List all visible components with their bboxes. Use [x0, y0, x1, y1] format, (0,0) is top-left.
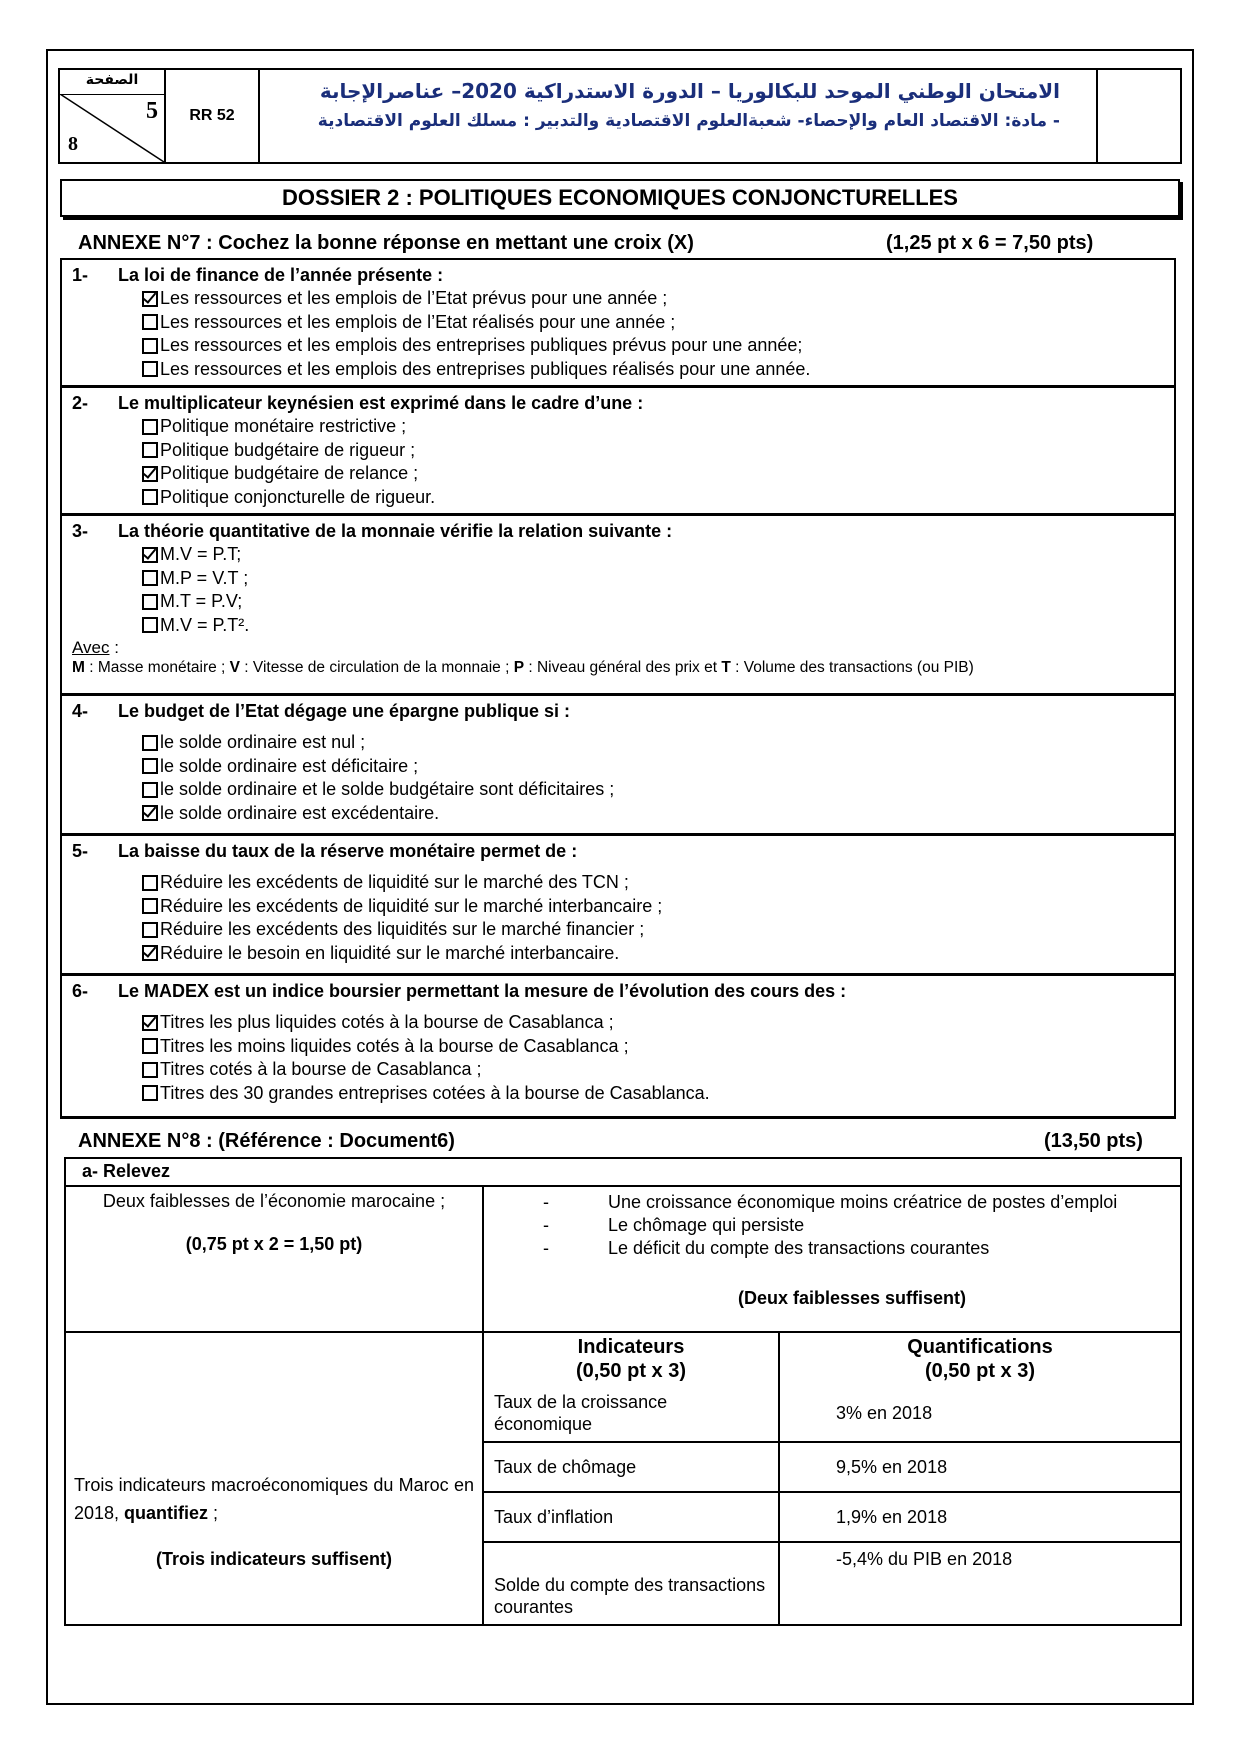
- option-label: Réduire les excédents des liquidités sur le marché financier ;: [160, 919, 645, 939]
- option-label: Réduire les excédents de liquidité sur le marché des TCN ;: [160, 872, 629, 892]
- question-heading: [72, 519, 1164, 543]
- col-indicators-header: Indicateurs (0,50 pt x 3): [484, 1333, 779, 1385]
- question-heading: [72, 979, 1164, 1003]
- quantification-cell: -5,4% du PIB en 2018: [836, 1549, 1013, 1569]
- quantification-cell: 3% en 2018: [779, 1385, 1180, 1442]
- checkbox-icon[interactable]: [142, 1085, 158, 1101]
- checkbox-icon[interactable]: [142, 361, 158, 377]
- checked-checkbox-icon[interactable]: [142, 291, 158, 307]
- weakness-item: - Le chômage qui persiste: [543, 1215, 805, 1235]
- checkbox-icon[interactable]: [142, 314, 158, 330]
- question-number: 6-: [72, 981, 89, 1001]
- question-text: Le multiplicateur keynésien est exprimé dans le cadre d’une :: [118, 393, 644, 413]
- option-label: M.V = P.T².: [160, 614, 250, 635]
- section-a-label: a- Relevez: [65, 1158, 1181, 1186]
- option-item[interactable]: [142, 942, 1164, 966]
- checkbox-icon[interactable]: [142, 735, 158, 751]
- checkbox-icon[interactable]: [142, 338, 158, 354]
- question-heading: [72, 263, 1164, 287]
- question-heading: [72, 699, 1164, 723]
- option-label: Titres les plus liquides cotés à la bourse de Casablanca ;: [160, 1012, 614, 1032]
- option-label: Les ressources et les emplois de l’Etat prévus pour une année ;: [160, 288, 668, 308]
- table-row: [484, 1542, 1180, 1624]
- checkbox-icon[interactable]: [142, 922, 158, 938]
- exam-header: [58, 68, 1182, 164]
- option-item[interactable]: [142, 543, 1164, 567]
- question-number: 2-: [72, 393, 89, 413]
- table-row: [484, 1442, 1180, 1492]
- weaknesses-answers: [483, 1186, 1181, 1332]
- avec-label: Avec :: [72, 638, 119, 657]
- option-label: M.V = P.T;: [160, 544, 242, 564]
- option-item[interactable]: [142, 358, 1164, 382]
- option-item[interactable]: [142, 731, 1164, 755]
- indicators-label-cell: [65, 1332, 483, 1625]
- option-item[interactable]: [142, 439, 1164, 463]
- question-number: 1-: [72, 265, 89, 285]
- weaknesses-list: [543, 1191, 1180, 1260]
- checked-checkbox-icon[interactable]: [142, 466, 158, 482]
- checkbox-icon[interactable]: [142, 419, 158, 435]
- weaknesses-note: (Deux faiblesses suffisent): [737, 1288, 967, 1308]
- blank-cell: [1098, 70, 1180, 162]
- question-block: [62, 516, 1174, 696]
- option-label: Titres des 30 grandes entreprises cotées à la bourse de Casablanca.: [160, 1082, 710, 1103]
- question-block: [62, 696, 1174, 836]
- option-label: Les ressources et les emplois des entreprises publiques réalisés pour une année.: [160, 358, 811, 379]
- question-text: Le MADEX est un indice boursier permettant la mesure de l’évolution des cours des :: [118, 981, 847, 1001]
- quantification-cell: 1,9% en 2018: [779, 1492, 1180, 1542]
- question-text: Le budget de l’Etat dégage une épargne publique si :: [118, 701, 571, 721]
- question-block: [62, 388, 1174, 516]
- checkbox-icon[interactable]: [142, 782, 158, 798]
- indicators-note: (Trois indicateurs suffisent): [155, 1549, 393, 1569]
- indicators-label: Trois indicateurs macroéconomiques du Maroc en 2018, quantifiez ;: [74, 1475, 474, 1523]
- question-block: [62, 260, 1174, 388]
- indicator-cell: Taux de la croissance économique: [484, 1385, 779, 1442]
- option-item[interactable]: [142, 1082, 1164, 1106]
- checked-checkbox-icon[interactable]: [142, 805, 158, 821]
- question-number: 4-: [72, 701, 89, 721]
- weakness-item: - Une croissance économique moins créatrice de postes d’emploi: [543, 1192, 1118, 1212]
- option-item[interactable]: [142, 871, 1164, 895]
- option-item[interactable]: [142, 415, 1164, 439]
- indicators-table: [484, 1333, 1180, 1624]
- annexe7-points: (1,25 pt x 6 = 7,50 pts): [886, 232, 1094, 254]
- variables-legend: M : Masse monétaire ; V : Vitesse de circulation de la monnaie ; P : Niveau général des prix et T : Volume des transactions (ou PIB): [72, 659, 974, 676]
- indicator-cell: Taux de chômage: [484, 1442, 779, 1492]
- option-label: Politique budgétaire de rigueur ;: [160, 439, 416, 460]
- checkbox-icon[interactable]: [142, 489, 158, 505]
- options-list: [72, 543, 1164, 637]
- option-label: Titres cotés à la bourse de Casablanca ;: [160, 1059, 482, 1079]
- exam-code: RR 52: [166, 70, 260, 162]
- question-text: La théorie quantitative de la monnaie vérifie la relation suivante :: [118, 521, 673, 541]
- option-item[interactable]: [142, 614, 1164, 638]
- exam-title-line1: الامتحان الوطني الموحد للبكالوريا – الدورة الاستدراكية 2020– عناصرالإجابة: [319, 79, 1060, 103]
- option-label: M.T = P.V;: [160, 591, 243, 611]
- indicators-table-cell: [483, 1332, 1181, 1625]
- checkbox-icon[interactable]: [142, 758, 158, 774]
- options-list: [72, 1011, 1164, 1105]
- option-item[interactable]: [142, 802, 1164, 826]
- checked-checkbox-icon[interactable]: [142, 945, 158, 961]
- checkbox-icon[interactable]: [142, 570, 158, 586]
- checkbox-icon[interactable]: [142, 617, 158, 633]
- checked-checkbox-icon[interactable]: [142, 547, 158, 563]
- page-total: 8: [68, 133, 78, 155]
- weaknesses-points: (0,75 pt x 2 = 1,50 pt): [185, 1234, 363, 1254]
- page-number-box: [60, 70, 166, 162]
- option-item[interactable]: [142, 755, 1164, 779]
- option-label: Les ressources et les emplois des entreprises publiques prévus pour une année;: [160, 335, 803, 355]
- option-label: Politique conjoncturelle de rigueur.: [160, 486, 436, 507]
- option-label: le solde ordinaire est nul ;: [160, 732, 366, 752]
- option-label: Politique budgétaire de relance ;: [160, 463, 419, 483]
- page-current: 5: [146, 98, 158, 124]
- option-item[interactable]: [142, 778, 1164, 802]
- checkbox-icon[interactable]: [142, 1062, 158, 1078]
- col-quantifications-header: Quantifications (0,50 pt x 3): [907, 1336, 1053, 1382]
- option-item[interactable]: [142, 1011, 1164, 1035]
- option-label: Politique monétaire restrictive ;: [160, 416, 407, 436]
- annexe8-points: (13,50 pts): [1044, 1130, 1143, 1152]
- checkbox-icon[interactable]: [142, 898, 158, 914]
- option-item[interactable]: [142, 1058, 1164, 1082]
- exam-title-line2: - مادة: الاقتصاد العام والإحصاء- شعبةالعلوم الاقتصادية والتدبير : مسلك العلوم الاقتصادية: [317, 111, 1060, 131]
- exam-title: [260, 70, 1098, 162]
- option-item[interactable]: [142, 462, 1164, 486]
- question-number: 3-: [72, 521, 89, 541]
- table-row: [484, 1385, 1180, 1442]
- weaknesses-label-cell: [65, 1186, 483, 1332]
- options-list: [72, 415, 1164, 509]
- option-label: le solde ordinaire et le solde budgétaire sont déficitaires ;: [160, 779, 615, 799]
- checkbox-icon[interactable]: [142, 875, 158, 891]
- question-number: 5-: [72, 841, 89, 861]
- option-item[interactable]: [142, 311, 1164, 335]
- page-label: الصفحة: [85, 72, 139, 88]
- checkbox-icon[interactable]: [142, 594, 158, 610]
- question-block: [62, 976, 1174, 1116]
- weaknesses-label: Deux faiblesses de l’économie marocaine ;: [102, 1191, 446, 1211]
- question-heading: [72, 839, 1164, 863]
- question-text: La baisse du taux de la réserve monétaire permet de :: [118, 841, 578, 861]
- table-row: [484, 1492, 1180, 1542]
- option-item[interactable]: [142, 334, 1164, 358]
- options-list: [72, 731, 1164, 825]
- option-label: le solde ordinaire est excédentaire.: [160, 802, 440, 823]
- quantification-cell: 9,5% en 2018: [779, 1442, 1180, 1492]
- question-text: La loi de finance de l’année présente :: [118, 265, 444, 285]
- options-list: [72, 287, 1164, 381]
- option-item[interactable]: [142, 918, 1164, 942]
- indicator-cell: Taux d’inflation: [484, 1492, 779, 1542]
- option-item[interactable]: [142, 895, 1164, 919]
- annexe8-table: [64, 1157, 1182, 1626]
- annexe7-title: ANNEXE N°7 : Cochez la bonne réponse en mettant une croix (X): [78, 232, 694, 254]
- option-item[interactable]: [142, 590, 1164, 614]
- checkbox-icon[interactable]: [142, 1038, 158, 1054]
- indicator-cell: Solde du compte des transactions courantes: [484, 1542, 779, 1624]
- option-item[interactable]: [142, 287, 1164, 311]
- question-block: [62, 836, 1174, 976]
- annexe8-title: ANNEXE N°8 : (Référence : Document6): [78, 1130, 455, 1152]
- checkbox-icon[interactable]: [142, 442, 158, 458]
- option-label: Les ressources et les emplois de l’Etat réalisés pour une année ;: [160, 311, 676, 332]
- weakness-item: - Le déficit du compte des transactions courantes: [543, 1238, 990, 1258]
- option-label: Réduire les excédents de liquidité sur le marché interbancaire ;: [160, 895, 663, 916]
- dossier-title: DOSSIER 2 : POLITIQUES ECONOMIQUES CONJONCTURELLES: [60, 179, 1180, 217]
- option-label: Titres les moins liquides cotés à la bourse de Casablanca ;: [160, 1035, 629, 1056]
- option-label: M.P = V.T ;: [160, 567, 249, 588]
- checked-checkbox-icon[interactable]: [142, 1015, 158, 1031]
- options-list: [72, 871, 1164, 965]
- option-label: le solde ordinaire est déficitaire ;: [160, 755, 419, 776]
- option-item[interactable]: [142, 486, 1164, 510]
- option-label: Réduire le besoin en liquidité sur le marché interbancaire.: [160, 942, 620, 963]
- option-item[interactable]: [142, 1035, 1164, 1059]
- annexe7-qcm: [60, 258, 1176, 1119]
- question-heading: [72, 391, 1164, 415]
- option-item[interactable]: [142, 567, 1164, 591]
